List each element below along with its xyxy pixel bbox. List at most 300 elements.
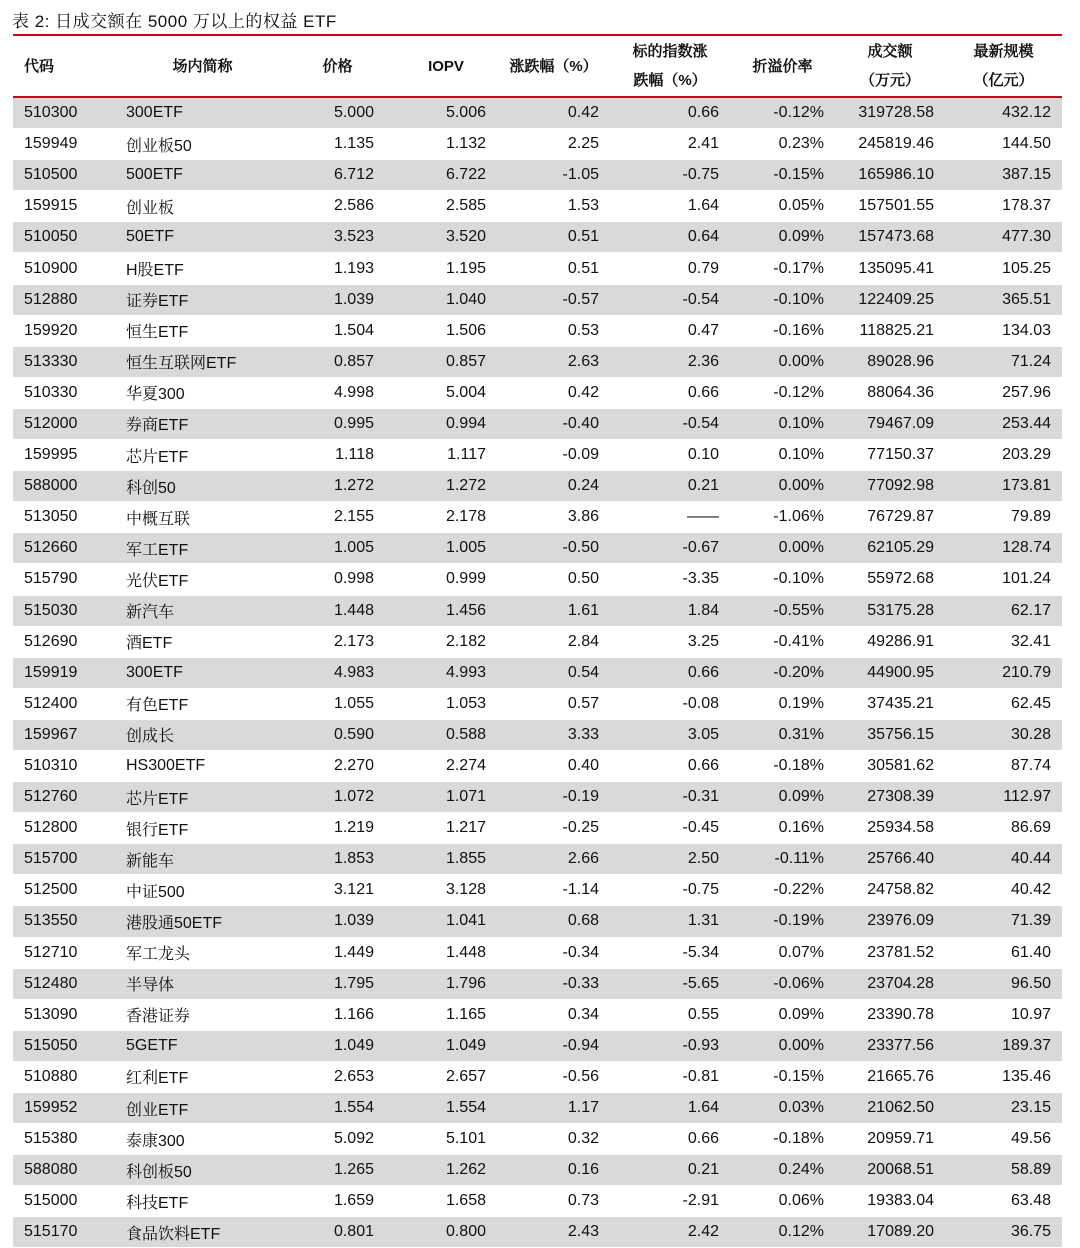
table-row <box>13 502 1062 533</box>
cell-code: 512690 <box>13 626 115 657</box>
cell-change: 0.73 <box>497 1186 610 1217</box>
cell-volume: 37435.21 <box>835 688 945 719</box>
cell-name: 证券ETF <box>115 284 270 315</box>
cell-scale: 61.40 <box>945 937 1062 968</box>
cell-name: 军工ETF <box>115 533 270 564</box>
header-change: 涨跌幅（%） <box>497 35 610 97</box>
cell-premium: 0.12% <box>730 1217 835 1248</box>
cell-volume: 25766.40 <box>835 844 945 875</box>
cell-index-change: 0.66 <box>610 1124 730 1155</box>
cell-iopv: 4.993 <box>385 657 497 688</box>
cell-change: 2.84 <box>497 626 610 657</box>
etf-table <box>13 34 1062 1248</box>
cell-code: 159952 <box>13 1093 115 1124</box>
cell-name: 酒ETF <box>115 626 270 657</box>
cell-scale: 203.29 <box>945 440 1062 471</box>
cell-code: 159915 <box>13 191 115 222</box>
cell-iopv: 0.994 <box>385 408 497 439</box>
cell-name: 有色ETF <box>115 688 270 719</box>
cell-scale: 30.28 <box>945 719 1062 750</box>
table-row <box>13 129 1062 160</box>
cell-code: 512800 <box>13 813 115 844</box>
cell-iopv: 3.520 <box>385 222 497 253</box>
cell-name: 华夏300 <box>115 377 270 408</box>
cell-code: 159920 <box>13 315 115 346</box>
table-row <box>13 968 1062 999</box>
cell-change: 0.68 <box>497 906 610 937</box>
cell-volume: 23390.78 <box>835 999 945 1030</box>
cell-change: -0.94 <box>497 1030 610 1061</box>
cell-code: 512710 <box>13 937 115 968</box>
cell-name: H股ETF <box>115 253 270 284</box>
cell-volume: 135095.41 <box>835 253 945 284</box>
cell-iopv: 2.585 <box>385 191 497 222</box>
cell-scale: 112.97 <box>945 782 1062 813</box>
cell-volume: 30581.62 <box>835 750 945 781</box>
cell-index-change: -3.35 <box>610 564 730 595</box>
cell-price: 6.712 <box>270 160 385 191</box>
cell-name: 港股通50ETF <box>115 906 270 937</box>
cell-price: 2.270 <box>270 750 385 781</box>
cell-code: 588080 <box>13 1155 115 1186</box>
cell-index-change: -0.54 <box>610 408 730 439</box>
cell-premium: -0.41% <box>730 626 835 657</box>
cell-iopv: 1.195 <box>385 253 497 284</box>
cell-premium: 0.00% <box>730 471 835 502</box>
cell-price: 1.448 <box>270 595 385 626</box>
cell-code: 512760 <box>13 782 115 813</box>
cell-change: 0.24 <box>497 471 610 502</box>
cell-scale: 71.24 <box>945 346 1062 377</box>
cell-volume: 35756.15 <box>835 719 945 750</box>
cell-volume: 24758.82 <box>835 875 945 906</box>
cell-code: 512880 <box>13 284 115 315</box>
cell-index-change: 0.66 <box>610 750 730 781</box>
cell-premium: -0.10% <box>730 564 835 595</box>
table-row <box>13 844 1062 875</box>
cell-volume: 19383.04 <box>835 1186 945 1217</box>
cell-price: 1.055 <box>270 688 385 719</box>
table-row <box>13 160 1062 191</box>
table-title: 表 2: 日成交额在 5000 万以上的权益 ETF <box>12 12 337 31</box>
cell-name: 300ETF <box>115 657 270 688</box>
cell-iopv: 1.658 <box>385 1186 497 1217</box>
cell-premium: -0.18% <box>730 750 835 781</box>
cell-volume: 23976.09 <box>835 906 945 937</box>
cell-iopv: 0.857 <box>385 346 497 377</box>
cell-volume: 20068.51 <box>835 1155 945 1186</box>
cell-change: -1.14 <box>497 875 610 906</box>
cell-premium: 0.23% <box>730 129 835 160</box>
cell-index-change: 0.55 <box>610 999 730 1030</box>
header-name: 场内简称 <box>115 35 270 97</box>
cell-change: 0.32 <box>497 1124 610 1155</box>
cell-volume: 55972.68 <box>835 564 945 595</box>
cell-code: 510500 <box>13 160 115 191</box>
cell-price: 1.272 <box>270 471 385 502</box>
cell-change: 0.40 <box>497 750 610 781</box>
cell-scale: 477.30 <box>945 222 1062 253</box>
table-row <box>13 471 1062 502</box>
cell-iopv: 1.053 <box>385 688 497 719</box>
cell-price: 0.995 <box>270 408 385 439</box>
table-row <box>13 253 1062 284</box>
cell-scale: 135.46 <box>945 1061 1062 1092</box>
cell-premium: -0.22% <box>730 875 835 906</box>
cell-iopv: 0.999 <box>385 564 497 595</box>
cell-change: -1.05 <box>497 160 610 191</box>
cell-change: -0.33 <box>497 968 610 999</box>
cell-iopv: 1.796 <box>385 968 497 999</box>
cell-change: 0.42 <box>497 97 610 129</box>
cell-code: 515030 <box>13 595 115 626</box>
header-index-change-line1: 标的指数涨 <box>632 43 708 60</box>
table-row <box>13 657 1062 688</box>
cell-iopv: 1.554 <box>385 1093 497 1124</box>
cell-iopv: 5.101 <box>385 1124 497 1155</box>
cell-index-change: —— <box>610 502 730 533</box>
table-row <box>13 1186 1062 1217</box>
cell-premium: -0.10% <box>730 284 835 315</box>
table-row <box>13 191 1062 222</box>
cell-scale: 387.15 <box>945 160 1062 191</box>
cell-price: 1.659 <box>270 1186 385 1217</box>
cell-code: 510330 <box>13 377 115 408</box>
cell-iopv: 1.165 <box>385 999 497 1030</box>
table-row <box>13 782 1062 813</box>
table-row <box>13 813 1062 844</box>
cell-scale: 86.69 <box>945 813 1062 844</box>
cell-name: 券商ETF <box>115 408 270 439</box>
cell-price: 0.998 <box>270 564 385 595</box>
table-row <box>13 377 1062 408</box>
cell-index-change: -0.67 <box>610 533 730 564</box>
cell-volume: 44900.95 <box>835 657 945 688</box>
cell-volume: 89028.96 <box>835 346 945 377</box>
cell-iopv: 0.800 <box>385 1217 497 1248</box>
table-row <box>13 875 1062 906</box>
cell-volume: 76729.87 <box>835 502 945 533</box>
cell-scale: 178.37 <box>945 191 1062 222</box>
cell-name: 光伏ETF <box>115 564 270 595</box>
cell-change: 0.42 <box>497 377 610 408</box>
table-row <box>13 595 1062 626</box>
cell-name: 恒生互联网ETF <box>115 346 270 377</box>
cell-code: 159995 <box>13 440 115 471</box>
cell-premium: 0.07% <box>730 937 835 968</box>
cell-code: 515050 <box>13 1030 115 1061</box>
cell-premium: 0.09% <box>730 999 835 1030</box>
cell-code: 515790 <box>13 564 115 595</box>
cell-change: 1.53 <box>497 191 610 222</box>
header-row <box>13 35 1062 97</box>
cell-name: 泰康300 <box>115 1124 270 1155</box>
cell-name: 军工龙头 <box>115 937 270 968</box>
cell-index-change: 0.66 <box>610 657 730 688</box>
cell-iopv: 1.117 <box>385 440 497 471</box>
cell-price: 1.504 <box>270 315 385 346</box>
cell-name: 中概互联 <box>115 502 270 533</box>
cell-premium: -0.17% <box>730 253 835 284</box>
cell-price: 1.072 <box>270 782 385 813</box>
cell-index-change: -0.08 <box>610 688 730 719</box>
cell-code: 510300 <box>13 97 115 129</box>
cell-change: 0.51 <box>497 222 610 253</box>
cell-index-change: 2.42 <box>610 1217 730 1248</box>
cell-code: 512660 <box>13 533 115 564</box>
cell-volume: 165986.10 <box>835 160 945 191</box>
cell-name: 香港证券 <box>115 999 270 1030</box>
cell-name: 芯片ETF <box>115 440 270 471</box>
cell-premium: 0.06% <box>730 1186 835 1217</box>
cell-index-change: 3.05 <box>610 719 730 750</box>
cell-premium: -0.55% <box>730 595 835 626</box>
header-volume-line1: 成交额 <box>867 43 913 60</box>
cell-change: 0.57 <box>497 688 610 719</box>
cell-index-change: -0.31 <box>610 782 730 813</box>
cell-iopv: 1.049 <box>385 1030 497 1061</box>
cell-change: -0.50 <box>497 533 610 564</box>
cell-iopv: 5.006 <box>385 97 497 129</box>
cell-price: 1.219 <box>270 813 385 844</box>
cell-index-change: 2.50 <box>610 844 730 875</box>
cell-premium: -0.06% <box>730 968 835 999</box>
cell-change: -0.40 <box>497 408 610 439</box>
cell-change: -0.09 <box>497 440 610 471</box>
cell-index-change: 2.36 <box>610 346 730 377</box>
cell-scale: 101.24 <box>945 564 1062 595</box>
table-row <box>13 1061 1062 1092</box>
cell-volume: 25934.58 <box>835 813 945 844</box>
cell-scale: 253.44 <box>945 408 1062 439</box>
cell-scale: 71.39 <box>945 906 1062 937</box>
cell-name: 创业板 <box>115 191 270 222</box>
cell-price: 2.586 <box>270 191 385 222</box>
table-row <box>13 688 1062 719</box>
cell-index-change: 0.79 <box>610 253 730 284</box>
cell-price: 5.092 <box>270 1124 385 1155</box>
cell-name: 5GETF <box>115 1030 270 1061</box>
cell-premium: 0.16% <box>730 813 835 844</box>
cell-premium: 0.24% <box>730 1155 835 1186</box>
cell-scale: 36.75 <box>945 1217 1062 1248</box>
cell-price: 0.801 <box>270 1217 385 1248</box>
header-index-change-line2: 跌幅（%） <box>633 72 707 89</box>
cell-code: 515170 <box>13 1217 115 1248</box>
table-row <box>13 97 1062 129</box>
cell-premium: 0.00% <box>730 1030 835 1061</box>
cell-scale: 87.74 <box>945 750 1062 781</box>
cell-index-change: 2.41 <box>610 129 730 160</box>
cell-change: 0.34 <box>497 999 610 1030</box>
cell-price: 1.795 <box>270 968 385 999</box>
cell-iopv: 1.262 <box>385 1155 497 1186</box>
cell-code: 159919 <box>13 657 115 688</box>
cell-iopv: 6.722 <box>385 160 497 191</box>
cell-iopv: 1.071 <box>385 782 497 813</box>
cell-index-change: 1.84 <box>610 595 730 626</box>
cell-index-change: -0.54 <box>610 284 730 315</box>
cell-scale: 365.51 <box>945 284 1062 315</box>
cell-scale: 210.79 <box>945 657 1062 688</box>
cell-premium: -0.12% <box>730 377 835 408</box>
cell-code: 510310 <box>13 750 115 781</box>
cell-code: 515000 <box>13 1186 115 1217</box>
cell-premium: 0.10% <box>730 408 835 439</box>
cell-scale: 189.37 <box>945 1030 1062 1061</box>
cell-code: 513330 <box>13 346 115 377</box>
cell-volume: 23377.56 <box>835 1030 945 1061</box>
cell-iopv: 1.456 <box>385 595 497 626</box>
cell-index-change: 1.64 <box>610 1093 730 1124</box>
cell-price: 1.039 <box>270 906 385 937</box>
cell-code: 512000 <box>13 408 115 439</box>
cell-price: 5.000 <box>270 97 385 129</box>
cell-price: 1.135 <box>270 129 385 160</box>
cell-code: 510880 <box>13 1061 115 1092</box>
cell-code: 510050 <box>13 222 115 253</box>
cell-change: 2.63 <box>497 346 610 377</box>
cell-volume: 77092.98 <box>835 471 945 502</box>
cell-iopv: 1.217 <box>385 813 497 844</box>
cell-volume: 27308.39 <box>835 782 945 813</box>
cell-price: 4.983 <box>270 657 385 688</box>
cell-name: 科创板50 <box>115 1155 270 1186</box>
cell-scale: 144.50 <box>945 129 1062 160</box>
cell-premium: -0.19% <box>730 906 835 937</box>
cell-premium: 0.31% <box>730 719 835 750</box>
cell-change: -0.56 <box>497 1061 610 1092</box>
cell-price: 1.853 <box>270 844 385 875</box>
cell-volume: 88064.36 <box>835 377 945 408</box>
cell-index-change: -0.75 <box>610 875 730 906</box>
cell-index-change: 0.21 <box>610 471 730 502</box>
cell-scale: 96.50 <box>945 968 1062 999</box>
cell-volume: 79467.09 <box>835 408 945 439</box>
cell-name: 新汽车 <box>115 595 270 626</box>
cell-index-change: -2.91 <box>610 1186 730 1217</box>
cell-change: 1.17 <box>497 1093 610 1124</box>
table-row <box>13 408 1062 439</box>
cell-change: -0.57 <box>497 284 610 315</box>
cell-index-change: 1.64 <box>610 191 730 222</box>
cell-iopv: 1.855 <box>385 844 497 875</box>
table-row <box>13 1155 1062 1186</box>
cell-premium: 0.00% <box>730 346 835 377</box>
cell-price: 1.449 <box>270 937 385 968</box>
header-premium: 折溢价率 <box>730 35 835 97</box>
cell-code: 513090 <box>13 999 115 1030</box>
table-row <box>13 533 1062 564</box>
cell-change: 3.86 <box>497 502 610 533</box>
cell-price: 1.166 <box>270 999 385 1030</box>
cell-scale: 40.44 <box>945 844 1062 875</box>
cell-volume: 245819.46 <box>835 129 945 160</box>
cell-name: 创业ETF <box>115 1093 270 1124</box>
cell-iopv: 2.178 <box>385 502 497 533</box>
cell-scale: 105.25 <box>945 253 1062 284</box>
cell-change: 0.50 <box>497 564 610 595</box>
cell-name: 创成长 <box>115 719 270 750</box>
cell-name: 500ETF <box>115 160 270 191</box>
cell-change: -0.19 <box>497 782 610 813</box>
cell-price: 1.049 <box>270 1030 385 1061</box>
cell-index-change: -0.93 <box>610 1030 730 1061</box>
cell-volume: 157501.55 <box>835 191 945 222</box>
cell-price: 1.005 <box>270 533 385 564</box>
cell-premium: -0.12% <box>730 97 835 129</box>
cell-scale: 257.96 <box>945 377 1062 408</box>
cell-index-change: 0.10 <box>610 440 730 471</box>
cell-name: 300ETF <box>115 97 270 129</box>
table-row <box>13 1217 1062 1248</box>
cell-name: 恒生ETF <box>115 315 270 346</box>
table-row <box>13 222 1062 253</box>
cell-iopv: 3.128 <box>385 875 497 906</box>
cell-premium: 0.00% <box>730 533 835 564</box>
table-row <box>13 315 1062 346</box>
table-row <box>13 1093 1062 1124</box>
cell-iopv: 1.040 <box>385 284 497 315</box>
cell-price: 0.857 <box>270 346 385 377</box>
cell-volume: 77150.37 <box>835 440 945 471</box>
cell-scale: 62.17 <box>945 595 1062 626</box>
header-scale-line2: （亿元） <box>973 72 1034 89</box>
table-row <box>13 564 1062 595</box>
cell-premium: -0.20% <box>730 657 835 688</box>
header-volume-line2: （万元） <box>859 72 920 89</box>
cell-volume: 157473.68 <box>835 222 945 253</box>
cell-iopv: 1.448 <box>385 937 497 968</box>
cell-change: 0.51 <box>497 253 610 284</box>
cell-code: 588000 <box>13 471 115 502</box>
cell-name: 银行ETF <box>115 813 270 844</box>
cell-iopv: 1.272 <box>385 471 497 502</box>
table-row <box>13 1124 1062 1155</box>
table-row <box>13 626 1062 657</box>
cell-premium: 0.09% <box>730 782 835 813</box>
cell-premium: -0.18% <box>730 1124 835 1155</box>
cell-scale: 32.41 <box>945 626 1062 657</box>
cell-scale: 62.45 <box>945 688 1062 719</box>
cell-code: 515700 <box>13 844 115 875</box>
cell-index-change: 0.64 <box>610 222 730 253</box>
header-iopv: IOPV <box>385 35 497 97</box>
cell-volume: 319728.58 <box>835 97 945 129</box>
cell-code: 513050 <box>13 502 115 533</box>
cell-iopv: 1.041 <box>385 906 497 937</box>
table-row <box>13 750 1062 781</box>
table-row <box>13 284 1062 315</box>
cell-change: 3.33 <box>497 719 610 750</box>
cell-index-change: 0.66 <box>610 377 730 408</box>
cell-name: 创业板50 <box>115 129 270 160</box>
cell-iopv: 2.182 <box>385 626 497 657</box>
cell-volume: 20959.71 <box>835 1124 945 1155</box>
cell-code: 513550 <box>13 906 115 937</box>
cell-premium: -0.11% <box>730 844 835 875</box>
cell-price: 0.590 <box>270 719 385 750</box>
cell-scale: 134.03 <box>945 315 1062 346</box>
cell-premium: 0.19% <box>730 688 835 719</box>
cell-iopv: 2.657 <box>385 1061 497 1092</box>
cell-premium: 0.03% <box>730 1093 835 1124</box>
cell-code: 510900 <box>13 253 115 284</box>
cell-volume: 23704.28 <box>835 968 945 999</box>
cell-code: 159949 <box>13 129 115 160</box>
cell-code: 512500 <box>13 875 115 906</box>
cell-price: 1.039 <box>270 284 385 315</box>
